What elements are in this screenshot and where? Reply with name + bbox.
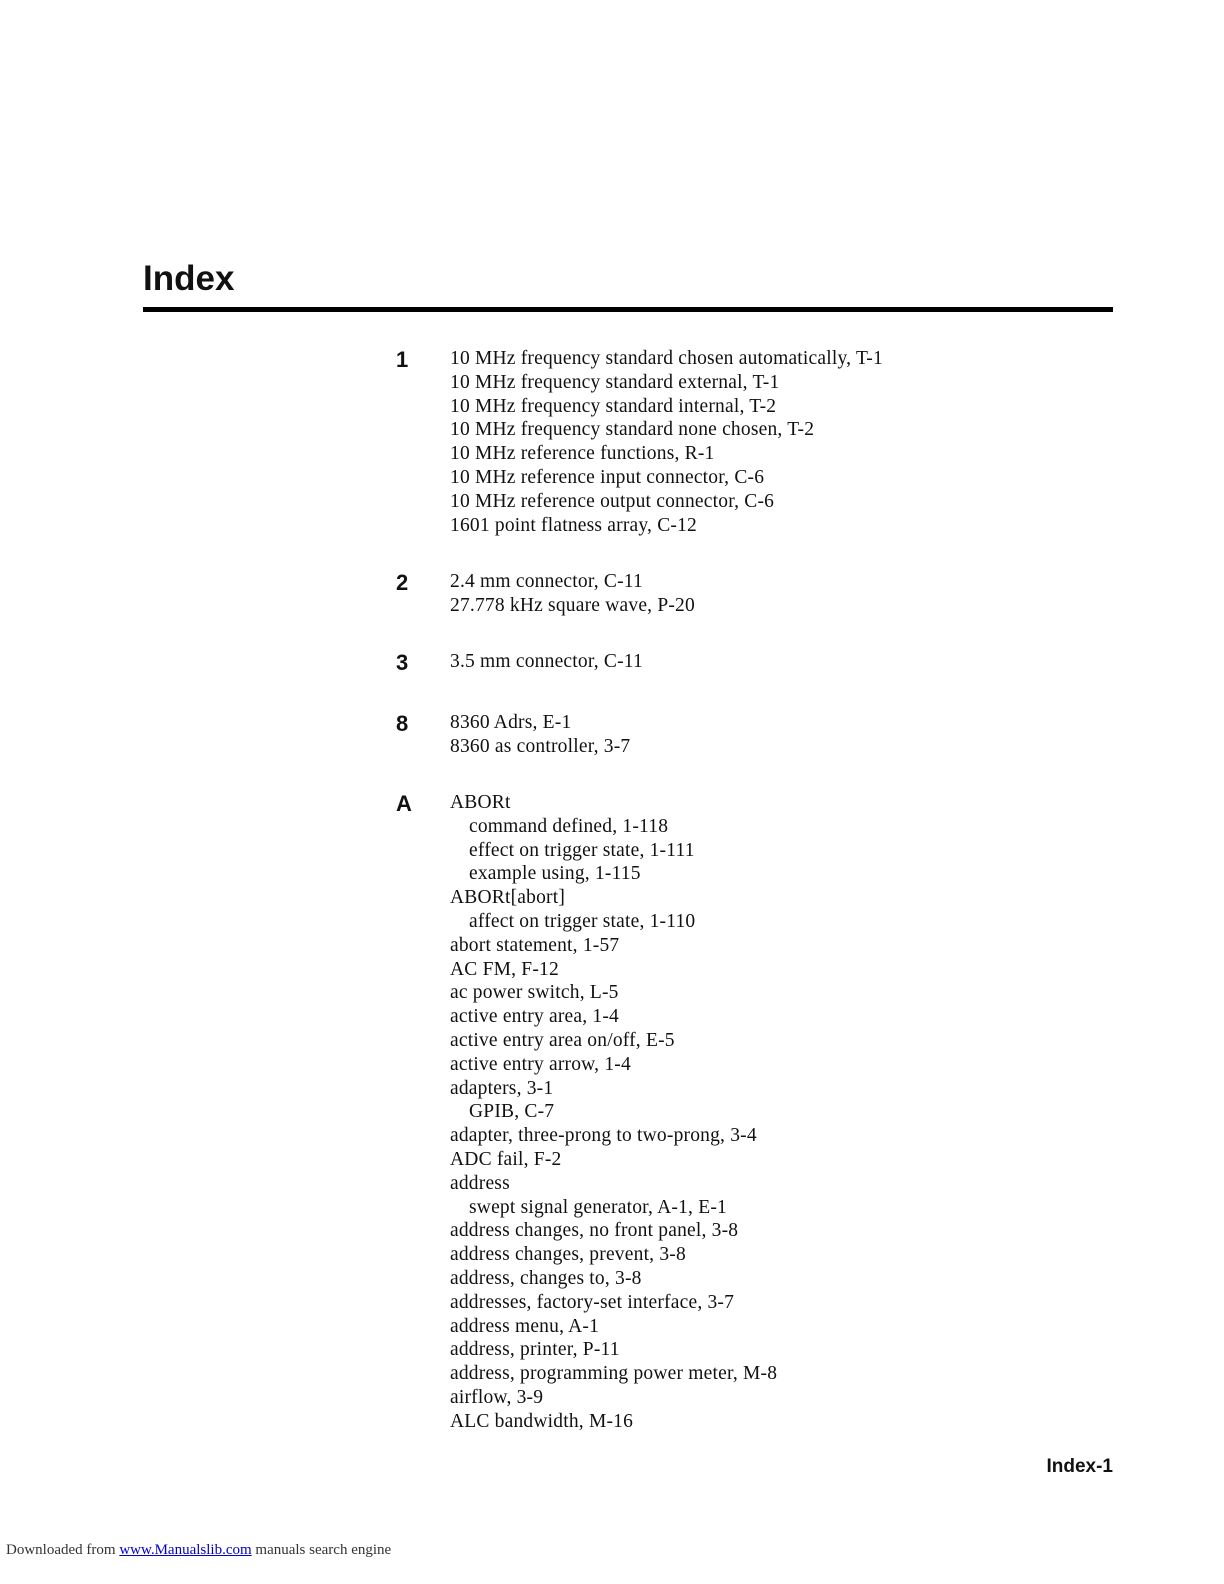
index-subentry: affect on trigger state, 1-110 xyxy=(469,910,696,932)
index-subentry: example using, 1-115 xyxy=(469,863,641,885)
index-subentry: effect on trigger state, 1-111 xyxy=(469,839,695,861)
index-entry: 3.5 mm connector, C-11 xyxy=(450,651,643,672)
section-letter: 2 xyxy=(396,570,409,595)
index-entry: adapter, three-prong to two-prong, 3-4 xyxy=(450,1125,757,1147)
index-entry: ADC fail, F-2 xyxy=(450,1148,562,1170)
index-entry: ALC bandwidth, M-16 xyxy=(450,1410,634,1432)
index-entry: 2.4 mm connector, C-11 xyxy=(450,571,643,592)
index-entry: addresses, factory-set interface, 3-7 xyxy=(450,1291,735,1313)
index-entry: address, changes to, 3-8 xyxy=(450,1267,642,1289)
entry-list xyxy=(450,570,695,618)
index-entry: 10 MHz frequency standard internal, T-2 xyxy=(450,395,777,417)
index-entry: adapters, 3-1 xyxy=(450,1077,554,1099)
index-entry: 10 MHz frequency standard none chosen, T-2 xyxy=(450,419,815,441)
index-entry: 10 MHz reference functions, R-1 xyxy=(450,443,715,465)
index-entry: 10 MHz frequency standard external, T-1 xyxy=(450,371,780,393)
index-entry: address, programming power meter, M-8 xyxy=(450,1363,778,1385)
section-letter: 8 xyxy=(396,711,409,736)
index-entry: abort statement, 1-57 xyxy=(450,934,620,956)
index-entry: address changes, no front panel, 3-8 xyxy=(450,1220,739,1242)
index-entry: ABORt[abort] xyxy=(450,887,566,909)
index-entry: 27.778 kHz square wave, P-20 xyxy=(450,594,695,616)
index-entry: 10 MHz reference output connector, C-6 xyxy=(450,490,775,512)
entry-list xyxy=(450,711,630,759)
index-entry: address, printer, P-11 xyxy=(450,1339,620,1361)
index-entry: address changes, prevent, 3-8 xyxy=(450,1244,686,1266)
index-entry: address menu, A-1 xyxy=(450,1315,600,1337)
entry-list xyxy=(450,650,643,674)
index-entry: ABORt xyxy=(450,792,511,813)
index-entry: 10 MHz frequency standard chosen automatically, T-1 xyxy=(450,348,883,369)
index-entry: 10 MHz reference input connector, C-6 xyxy=(450,466,765,488)
index-entry: ac power switch, L-5 xyxy=(450,982,619,1004)
entry-list xyxy=(450,791,777,1434)
section-letter: 1 xyxy=(396,347,409,372)
index-entry: airflow, 3-9 xyxy=(450,1386,544,1408)
index-entry: active entry arrow, 1-4 xyxy=(450,1053,631,1075)
manualslib-link[interactable]: www.Manualslib.com xyxy=(119,1542,252,1558)
index-entry: 8360 as controller, 3-7 xyxy=(450,735,631,757)
index-subentry: command defined, 1-118 xyxy=(469,815,669,837)
index-entry: AC FM, F-12 xyxy=(450,958,559,980)
index-entry: active entry area on/off, E-5 xyxy=(450,1029,675,1051)
index-subentry: GPIB, C-7 xyxy=(469,1101,555,1123)
index-entry: address xyxy=(450,1172,510,1194)
title-rule xyxy=(143,307,1113,312)
index-subentry: swept signal generator, A-1, E-1 xyxy=(469,1196,727,1218)
entry-list xyxy=(450,347,883,537)
download-footer xyxy=(6,1542,391,1559)
index-entry: active entry area, 1-4 xyxy=(450,1006,619,1028)
section-letter: 3 xyxy=(396,650,409,675)
footer-prefix: Downloaded from xyxy=(6,1542,120,1558)
index-entry: 8360 Adrs, E-1 xyxy=(450,712,572,733)
page-number: Index-1 xyxy=(1046,1456,1113,1477)
footer-suffix: manuals search engine xyxy=(251,1542,392,1558)
page-title: Index xyxy=(143,259,235,298)
index-entry: 1601 point flatness array, C-12 xyxy=(450,514,698,536)
section-letter: A xyxy=(396,791,412,816)
